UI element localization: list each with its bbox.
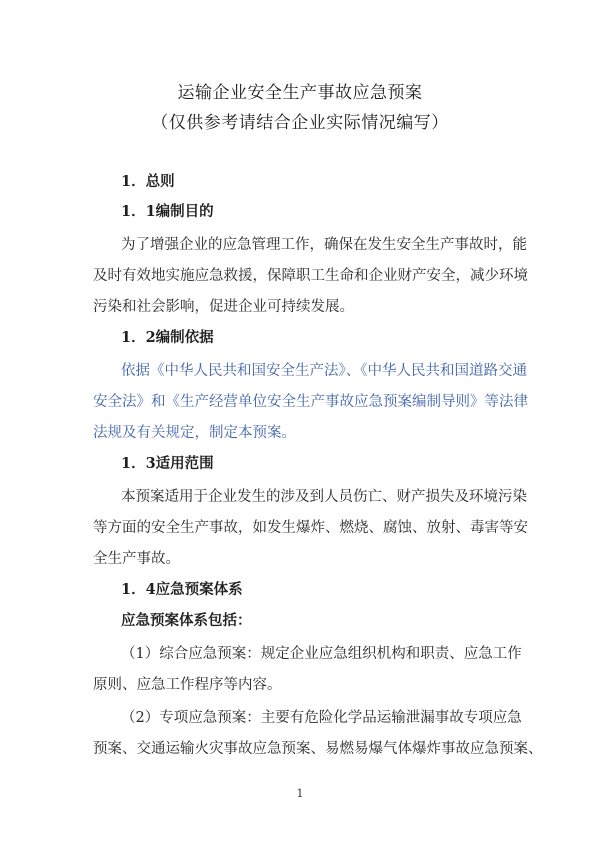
document-subtitle: （仅供参考请结合企业实际情况编写）	[151, 113, 449, 133]
section-heading-system: 1．4应急预案体系	[121, 581, 243, 598]
section-heading-general: 1．总则	[121, 173, 175, 190]
system-item1-line-2: 原则、应急工作程序等内容。	[93, 677, 282, 693]
purpose-line-2: 及时有效地实施应急救援，保障职工生命和企业财产安全，减少环境	[93, 268, 528, 284]
system-intro: 应急预案体系包括：	[121, 612, 252, 629]
basis-line-2: 安全法》和《生产经营单位安全生产事故应急预案编制导则》等法律	[93, 394, 528, 410]
system-item2-line-1: （2）专项应急预案：主要有危险化学品运输泄漏事故专项应急	[121, 710, 522, 726]
purpose-line-3: 污染和社会影响，促进企业可持续发展。	[93, 299, 354, 315]
section-heading-basis: 1．2编制依据	[121, 329, 214, 346]
basis-line-1: 依据《中华人民共和国安全生产法》、《中华人民共和国道路交通	[121, 363, 527, 379]
section-heading-scope: 1．3适用范围	[121, 455, 214, 472]
system-item1-line-1: （1）综合应急预案：规定企业应急组织机构和职责、应急工作	[121, 646, 522, 662]
scope-line-1: 本预案适用于企业发生的涉及到人员伤亡、财产损失及环境污染	[121, 489, 527, 505]
system-item2-line-2: 预案、交通运输火灾事故应急预案、易燃易爆气体爆炸事故应急预案、	[93, 741, 543, 757]
section-heading-purpose: 1．1编制目的	[121, 203, 214, 220]
document-title: 运输企业安全生产事故应急预案	[177, 83, 423, 103]
purpose-line-1: 为了增强企业的应急管理工作，确保在发生安全生产事故时，能	[121, 237, 527, 253]
scope-line-2: 等方面的安全生产事故，如发生爆炸、燃烧、腐蚀、放射、毒害等安	[93, 520, 528, 536]
basis-line-3: 法规及有关规定，制定本预案。	[93, 425, 296, 441]
scope-line-3: 全生产事故。	[93, 551, 180, 567]
page-number: 1	[296, 787, 304, 800]
